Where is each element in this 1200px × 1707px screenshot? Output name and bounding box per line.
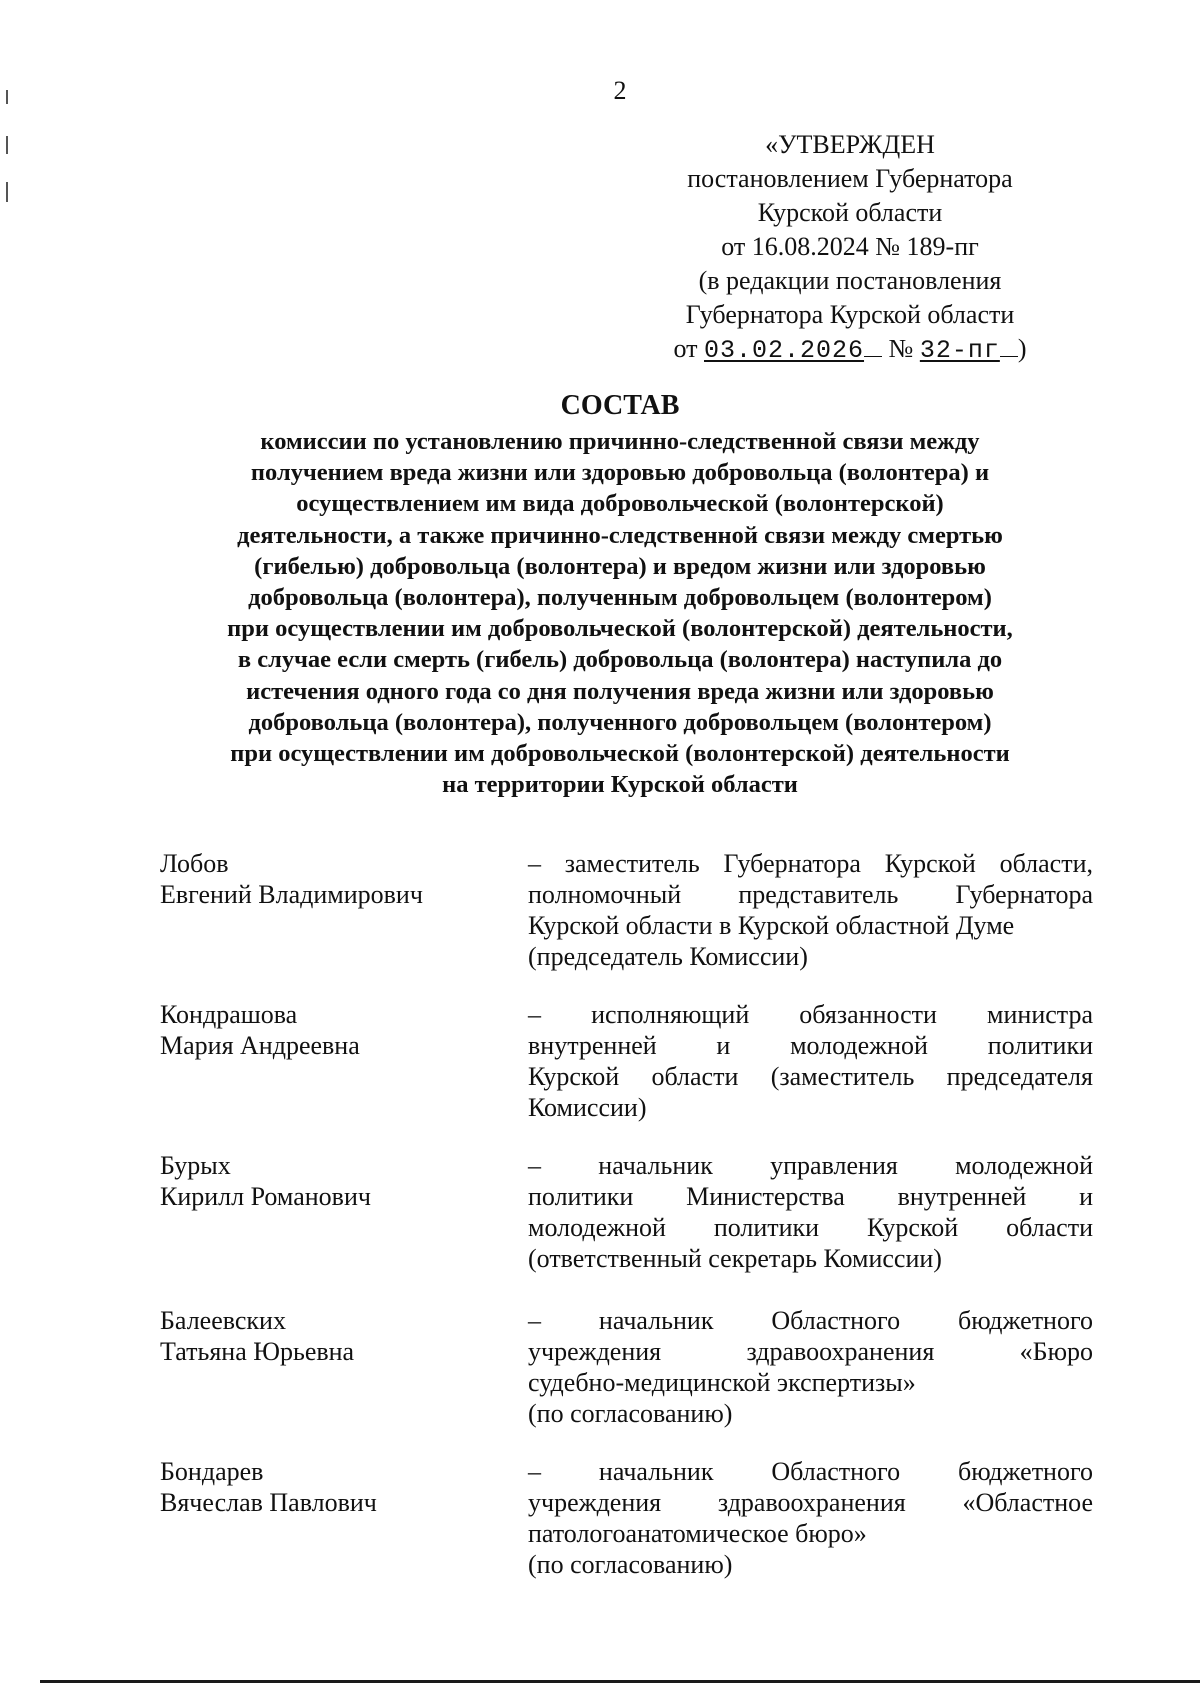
member-name — [160, 1456, 520, 1518]
bottom-divider — [40, 1680, 1200, 1683]
member-surname: Бурых — [160, 1151, 231, 1180]
member-surname: Бондарев — [160, 1457, 264, 1486]
approval-edition-line — [640, 332, 1060, 368]
role-line: патологоанатомическое бюро» — [528, 1519, 867, 1548]
role-line: Курской области (заместитель председателя — [528, 1062, 1093, 1091]
role-line: учреждения здравоохранения «Областное — [528, 1488, 1093, 1517]
role-line: судебно-медицинской экспертизы» — [528, 1368, 916, 1397]
role-line: (по согласованию) — [528, 1550, 733, 1579]
member-name — [160, 1305, 520, 1367]
margin-marks — [6, 90, 9, 200]
page-number: 2 — [613, 76, 627, 105]
member-name — [160, 848, 520, 910]
approval-line: Курской области — [757, 198, 943, 227]
document-title: СОСТАВ — [560, 390, 680, 421]
member-role — [528, 1305, 1093, 1429]
role-line: – начальник управления молодежной — [528, 1151, 1093, 1180]
approval-line: постановлением Губернатора — [687, 164, 1013, 193]
role-line: – начальник Областного бюджетного — [528, 1457, 1093, 1486]
member-surname: Кондрашова — [160, 1000, 298, 1029]
subtitle-line: осуществлением им вида добровольческой (волонтерской) — [296, 490, 944, 518]
role-line: внутренней и молодежной политики — [528, 1031, 1093, 1060]
approval-stamp-block — [640, 128, 1060, 368]
approval-line: «УТВЕРЖДЕН — [765, 130, 935, 159]
member-given-names: Мария Андреевна — [160, 1031, 360, 1060]
subtitle-line: комиссии по установлению причинно-следственной связи между — [260, 428, 980, 455]
member-role — [528, 999, 1093, 1123]
member-given-names: Евгений Владимирович — [160, 880, 423, 909]
approval-date: 03.02.2026 — [704, 336, 865, 365]
role-line: (председатель Комиссии) — [528, 942, 808, 971]
role-line: – начальник Областного бюджетного — [528, 1306, 1093, 1335]
approval-prefix: от — [673, 334, 698, 363]
subtitle-line: добровольца (волонтера), полученного добровольцем (волонтером) — [248, 708, 992, 736]
approval-line: от 16.08.2024 № 189-пг — [721, 232, 979, 261]
subtitle-line: при осуществлении им добровольческой (волонтерской) деятельности — [230, 740, 1010, 768]
role-line: молодежной политики Курской области — [528, 1213, 1093, 1242]
role-line: Курской области в Курской областной Думе — [528, 911, 1015, 940]
member-given-names: Кирилл Романович — [160, 1182, 371, 1211]
member-surname: Балеевских — [160, 1306, 286, 1335]
approval-number: 32-пг — [919, 336, 1000, 365]
subtitle-line: истечения одного года со дня получения вреда жизни или здоровью — [246, 677, 994, 705]
subtitle-line: при осуществлении им добровольческой (волонтерской) деятельности, — [227, 615, 1013, 643]
member-given-names: Вячеслав Павлович — [160, 1488, 377, 1517]
role-line: Комиссии) — [528, 1093, 647, 1122]
approval-line: Губернатора Курской области — [685, 300, 1015, 329]
member-given-names: Татьяна Юрьевна — [160, 1337, 355, 1366]
subtitle-line: добровольца (волонтера), полученным добровольцем (волонтером) — [248, 584, 992, 612]
member-role — [528, 848, 1093, 972]
role-line: политики Министерства внутренней и — [528, 1182, 1093, 1211]
member-name — [160, 1150, 520, 1212]
role-line: (по согласованию) — [528, 1399, 733, 1428]
member-surname: Лобов — [160, 849, 229, 878]
approval-number-sign: № — [888, 334, 914, 363]
member-role — [528, 1150, 1093, 1274]
subtitle-line: на территории Курской области — [442, 771, 798, 799]
document-subtitle — [150, 426, 1090, 800]
member-name — [160, 999, 520, 1061]
approval-line: (в редакции постановления — [698, 266, 1002, 295]
subtitle-line: (гибелью) добровольца (волонтера) и вредом жизни или здоровью — [254, 552, 986, 580]
subtitle-line: получением вреда жизни или здоровью добровольца (волонтера) и — [250, 459, 990, 487]
member-role — [528, 1456, 1093, 1580]
role-line: (ответственный секретарь Комиссии) — [528, 1244, 942, 1273]
role-line: учреждения здравоохранения «Бюро — [528, 1337, 1093, 1366]
approval-suffix: ) — [1017, 334, 1027, 363]
subtitle-line: деятельности, а также причинно-следственной связи между смертью — [237, 521, 1003, 549]
role-line: – исполняющий обязанности министра — [528, 1000, 1093, 1029]
role-line: полномочный представитель Губернатора — [528, 880, 1093, 909]
role-line: – заместитель Губернатора Курской области, — [528, 849, 1093, 878]
subtitle-line: в случае если смерть (гибель) добровольца (волонтера) наступила до — [237, 646, 1003, 674]
